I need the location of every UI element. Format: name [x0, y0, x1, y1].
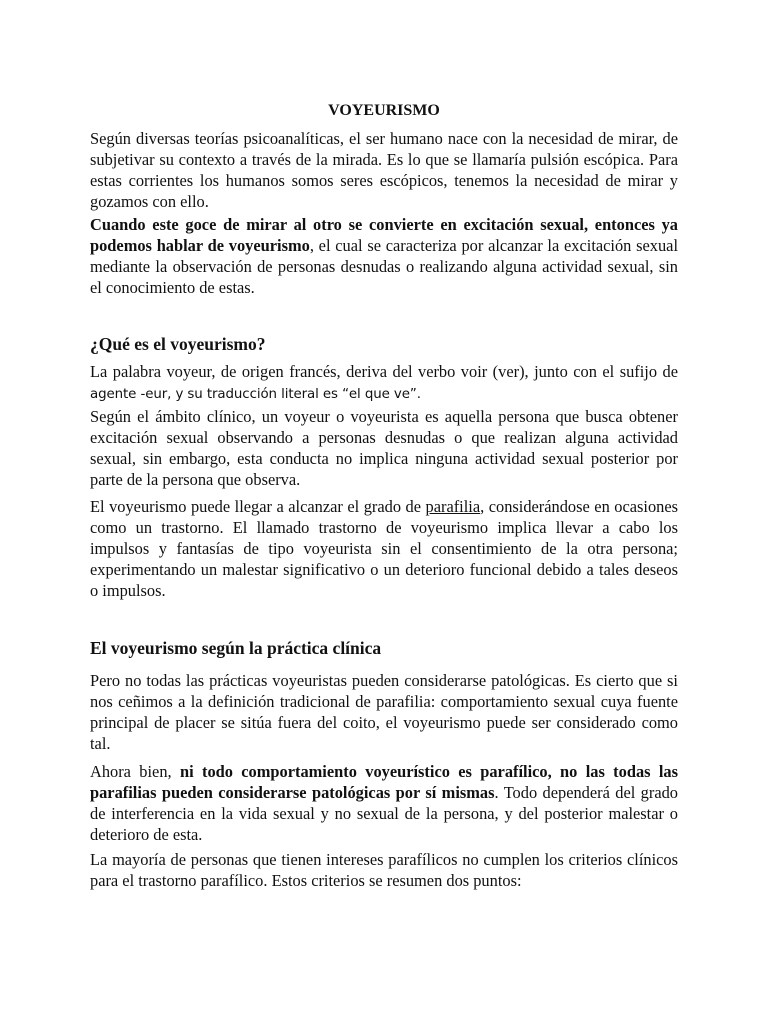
interference-text-before: Ahora bien, [90, 762, 180, 781]
clinical-definition-paragraph: Según el ámbito clínico, un voyeur o voyeurista es aquella persona que busca obtener excitación sexual observando a personas desnudas o que realizan alguna actividad sexual, sin embargo, esta conducta no implica ninguna actividad sexual posterior por parte de la persona que observa. [90, 407, 678, 489]
interference-bold-text: ni todo comportamiento voyeurístico es parafílico, no las todas las parafilias pueden considerarse patológicas por sí mismas [90, 762, 678, 802]
document-title: VOYEURISMO [328, 102, 440, 119]
paraphilia-text-after: , considerándose en ocasiones como un trastorno. El llamado trastorno de voyeurismo implica llevar a cabo los impulsos y fantasías de tipo voyeurista sin el consentimiento de la otra persona; experimentando un malestar significativo o un deterioro funcional debido a tales deseos o impulsos. [90, 497, 678, 600]
pathology-paragraph: Pero no todas las prácticas voyeuristas pueden considerarse patológicas. Es cierto que si nos ceñimos a la definición tradicional de parafilia: comportamiento sexual cuya fuente principal de placer se sitúa fuera del coito, el voyeurismo puede ser considerado como tal. [90, 671, 678, 753]
interference-text-after: . Todo dependerá del grado de interferencia en la vida sexual y no sexual de la persona, y del posterior malestar o deterioro de esta. [90, 783, 679, 844]
interference-paragraph [90, 761, 678, 845]
paraphilia-paragraph [90, 496, 678, 601]
criteria-paragraph: La mayoría de personas que tienen intereses parafílicos no cumplen los criterios clínicos para el trastorno parafílico. Estos criterios se resumen dos puntos: [90, 850, 678, 890]
etymology-translation-text: agente -eur, y su traducción literal es “el que ve”. [90, 387, 421, 402]
definition-text: , el cual se caracteriza por alcanzar la excitación sexual mediante la observación de personas desnudas o realizando alguna actividad sexual, sin el conocimiento de estas. [90, 236, 678, 297]
heading-practica-clinica: El voyeurismo según la práctica clínica [90, 638, 382, 658]
heading-que-es: ¿Qué es el voyeurismo? [90, 334, 266, 354]
definition-paragraph [90, 214, 678, 298]
etymology-paragraph [90, 361, 678, 405]
parafilia-link[interactable]: parafilia [425, 497, 481, 516]
etymology-text: La palabra voyeur, de origen francés, deriva del verbo voir (ver), junto con el sufijo de [90, 362, 678, 381]
definition-bold-text: Cuando este goce de mirar al otro se convierte en excitación sexual, entonces ya podemos hablar de voyeurismo [90, 215, 678, 255]
paraphilia-text-before: El voyeurismo puede llegar a alcanzar el grado de [90, 497, 426, 516]
intro-paragraph: Según diversas teorías psicoanalíticas, el ser humano nace con la necesidad de mirar, de subjetivar su contexto a través de la mirada. Es lo que se llamaría pulsión escópica. Para estas corrientes los humanos somos seres escópicos, tenemos la necesidad de mirar y gozamos con ello. [90, 129, 678, 211]
